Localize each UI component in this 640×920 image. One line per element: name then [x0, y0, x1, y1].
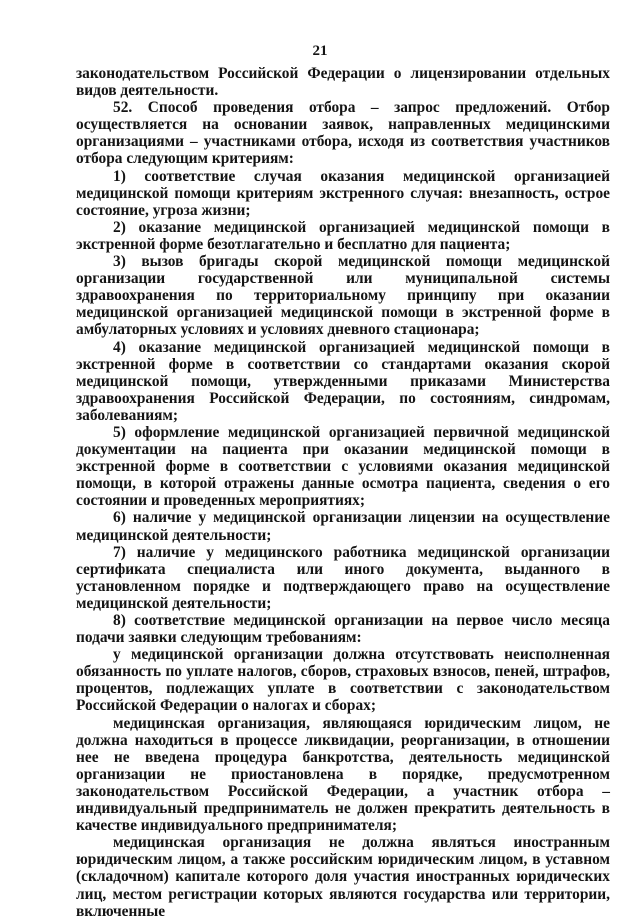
paragraph-criterion-3: 3) вызов бригады скорой медицинской помощи медицинской организации государственной или муниципальной системы здравоохранения по территориальному принципу при оказании медицинской организацией медицинской помощи в экстренной форме в амбулаторных условиях и условиях дневного стационара; [76, 253, 610, 339]
paragraph-criterion-8: 8) соответствие медицинской организации на первое число месяца подачи заявки следующим требованиям: [76, 612, 610, 647]
paragraph-requirement-liquidation: медицинская организация, являющаяся юридическим лицом, не должна находиться в процессе ликвидации, реорганизации, в отношении нее не введена процедура банкротства, деятельность медицинской организации не приостановлена в порядке, предусмотренном законодательством Российской Федерации, а участник отбора – индивидуальный предприниматель не должен прекратить деятельность в качестве индивидуального предпринимателя; [76, 714, 610, 835]
paragraph-clause-52: 52. Способ проведения отбора – запрос предложений. Отбор осуществляется на основании заявок, направленных медицинскими организациями – участниками отбора, исходя из соответствия участников отбора следующим критериям: [76, 99, 610, 168]
paragraph-requirement-foreign: медицинская организация не должна являться иностранным юридическим лицом, а также российским юридическим лицом, в уставном (складочном) капитале которого доля участия иностранных юридических лиц, местом регистрации которых являются государства или территории, включенные [76, 834, 610, 920]
paragraph-criterion-7: 7) наличие у медицинского работника медицинской организации сертификата специалиста или иного документа, выданного в установленном порядке и подтверждающего право на осуществление медицинской деятельности; [76, 543, 610, 612]
paragraph-criterion-6: 6) наличие у медицинской организации лицензии на осуществление медицинской деятельности; [76, 509, 610, 544]
paragraph-criterion-5: 5) оформление медицинской организацией первичной медицинской документации на пациента при оказании медицинской помощи в экстренной форме в соответствии с условиями оказания медицинской помощи, в которой отражены данные осмотра пациента, сведения о его состоянии и проведенных мероприятиях; [76, 423, 610, 510]
paragraph-criterion-4: 4) оказание медицинской организацией медицинской помощи в экстренной форме в соответствии со стандартами оказания скорой медицинской помощи, утвержденными приказами Министерства здравоохранения Российской Федерации, по состояниям, синдромам, заболеваниям; [76, 338, 610, 424]
paragraph-requirement-taxes: у медицинской организации должна отсутствовать неисполненная обязанность по уплате налогов, сборов, страховых взносов, пеней, штрафов, процентов, подлежащих уплате в соответствии с законодательством Российской Федерации о налогах и сборах; [76, 646, 610, 715]
paragraph-criterion-2: 2) оказание медицинской организацией медицинской помощи в экстренной форме безотлагательно и бесплатно для пациента; [76, 218, 610, 253]
paragraph-criterion-1: 1) соответствие случая оказания медицинской организацией медицинской помощи критериям экстренного случая: внезапность, острое состояние, угроза жизни; [76, 167, 610, 219]
document-body [76, 65, 610, 920]
paragraph-continuation: законодательством Российской Федерации о лицензировании отдельных видов деятельности. [76, 65, 610, 100]
page-number: 21 [312, 43, 328, 59]
